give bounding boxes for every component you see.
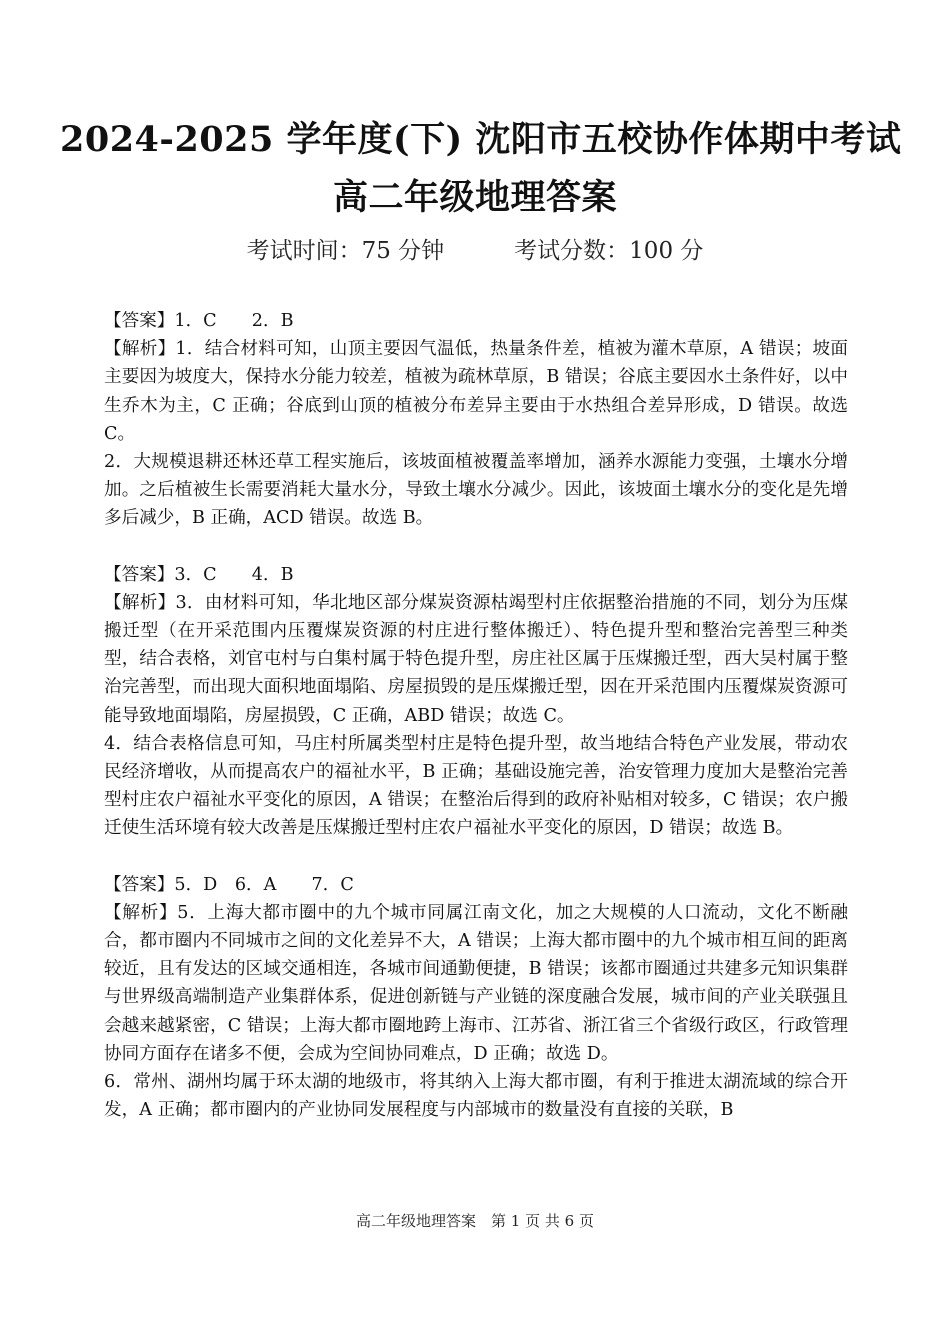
analysis-paragraph: 2．大规模退耕还林还草工程实施后，该坡面植被覆盖率增加，涵养水源能力变强，土壤水分增加。之后植被生长需要消耗大量水分，导致土壤水分减少。因此，该坡面土壤水分的变化是先增多后减少，B 正确，ACD 错误。故选 B。 bbox=[104, 452, 848, 529]
analysis-paragraph: 4．结合表格信息可知，马庄村所属类型村庄是特色提升型，故当地结合特色产业发展，带动农民经济增收，从而提高农户的福祉水平，B 正确；基础设施完善，治安管理力度加大是整治完善型村庄农户福祉水平变化的原因，A 错误；在整治后得到的政府补贴相对较多，C 错误；农户搬迁使生活环境有较大改善是压煤搬迁型村庄农户福祉水平变化的原因，D 错误；故选 B。 bbox=[104, 733, 848, 839]
document-title: 2024-2025 学年度(下) 沈阳市五校协作体期中考试 bbox=[60, 119, 902, 160]
exam-info bbox=[0, 232, 950, 265]
page-footer: 高二年级地理答案 第 1 页 共 6 页 bbox=[356, 1212, 594, 1230]
answer-line: 【答案】3．C 4．B bbox=[104, 564, 294, 585]
answer-line: 【答案】1．C 2．B bbox=[104, 311, 294, 331]
analysis-paragraph: 【解析】3．由材料可知，华北地区部分煤炭资源枯竭型村庄依据整治措施的不同，划分为压煤搬迁型（在开采范围内压覆煤炭资源的村庄进行整体搬迁）、特色提升型和整治完善型三种类型，结合表格，刘官屯村与白集村属于特色提升型，房庄社区属于压煤搬迁型，西大吴村属于整治完善型，而出现大面积地面塌陷、房屋损毁的是压煤搬迁型，因在开采范围内压覆煤炭资源可能导致地面塌陷，房屋损毁，C 正确，ABD 错误；故选 C。 bbox=[104, 592, 848, 726]
answer-body bbox=[104, 307, 848, 1124]
exam-score: 考试分数：100 分 bbox=[514, 238, 704, 264]
analysis-paragraph: 6．常州、湖州均属于环太湖的地级市，将其纳入上海大都市圈，有利于推进太湖流域的综合开发，A 正确；都市圈内的产业协同发展程度与内部城市的数量没有直接的关联，B bbox=[104, 1072, 848, 1121]
answer-line: 【答案】5．D 6．A 7．C bbox=[104, 874, 354, 895]
analysis-paragraph: 【解析】5．上海大都市圈中的九个城市同属江南文化，加之大规模的人口流动，文化不断融合，都市圈内不同城市之间的文化差异不大，A 错误；上海大都市圈中的九个城市相互间的距离较近，且有发达的区域交通相连，各城市间通勤便捷，B 错误；该都市圈通过共建多元知识集群与世界级高端制造产业集群体系，促进创新链与产业链的深度融合发展，城市间的产业关联强且会越来越紧密，C 错误；上海大都市圈地跨上海市、江苏省、浙江省三个省级行政区，行政管理协同方面存在诸多不便，会成为空间协同难点，D 正确；故选 D。 bbox=[104, 902, 848, 1064]
analysis-paragraph: 【解析】1．结合材料可知，山顶主要因气温低，热量条件差，植被为灌木草原，A 错误；坡面主要因为坡度大，保持水分能力较差，植被为疏林草原，B 错误；谷底主要因水土条件好，以中生乔木为主，C 正确；谷底到山顶的植被分布差异主要由于水热组合差异形成，D 错误。故选 C。 bbox=[104, 339, 848, 444]
document-subtitle: 高二年级地理答案 bbox=[332, 177, 617, 218]
exam-time: 考试时间：75 分钟 bbox=[246, 238, 445, 264]
